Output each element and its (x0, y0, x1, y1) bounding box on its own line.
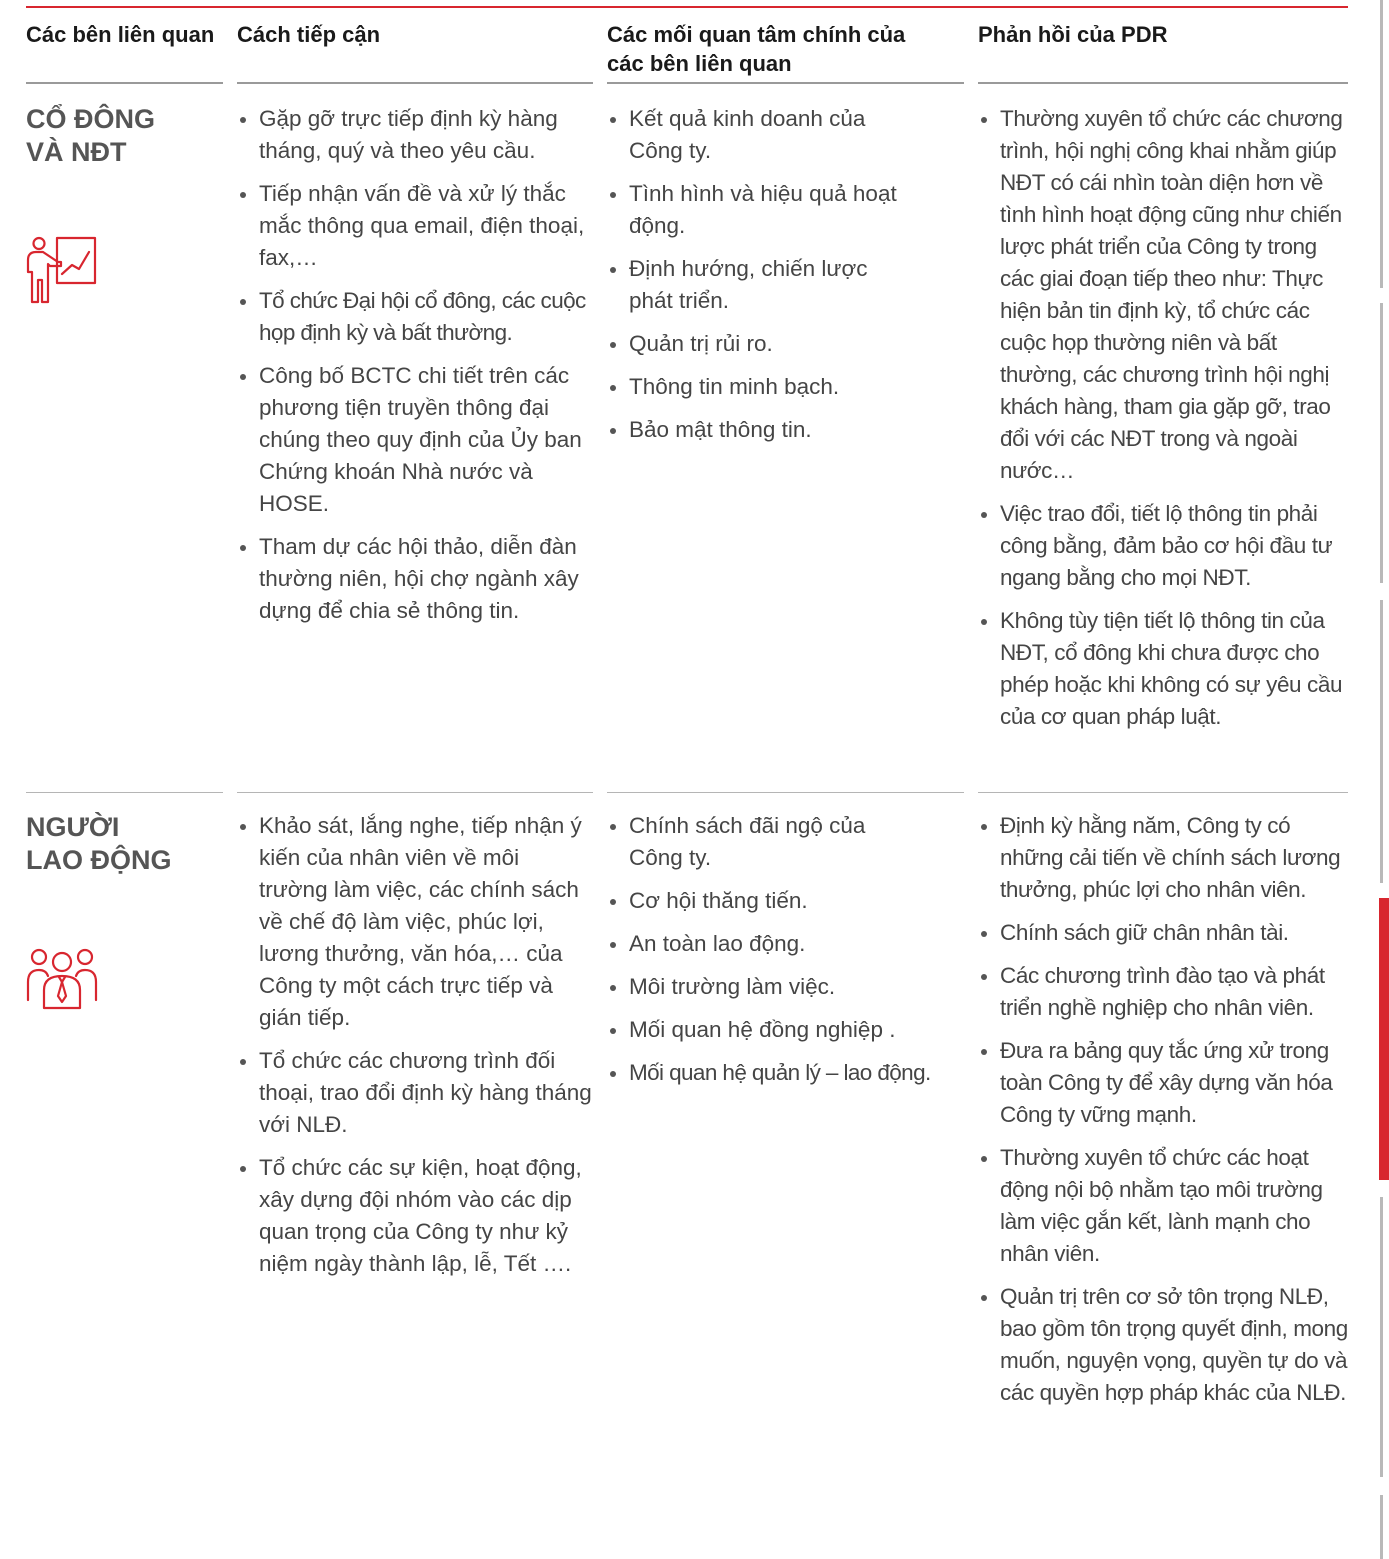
response-list-employees (978, 810, 1350, 1420)
stakeholder-title-line: NGƯỜI (26, 812, 120, 842)
stakeholder-title-line: VÀ NĐT (26, 137, 127, 167)
list-item: Các chương trình đào tạo và phát triển nghề nghiệp cho nhân viên. (978, 960, 1350, 1024)
list-item: An toàn lao động. (607, 928, 964, 960)
header-divider (26, 82, 223, 84)
section-tab-active[interactable] (1379, 898, 1389, 1180)
row-divider (237, 792, 593, 793)
section-tab[interactable] (1380, 600, 1383, 883)
list-item: Tổ chức các sự kiện, hoạt động, xây dựng đội nhóm vào các dịp quan trọng của Công ty như kỷ niệm ngày thành lập, lễ, Tết …. (237, 1152, 593, 1280)
list-item: Cơ hội thăng tiến. (607, 885, 964, 917)
row-divider (26, 792, 223, 793)
row-divider (607, 792, 964, 793)
section-tab[interactable] (1380, 303, 1383, 583)
approach-list-employees (237, 810, 593, 1291)
list-item: Tổ chức các chương trình đối thoại, trao đổi định kỳ hàng tháng với NLĐ. (237, 1045, 593, 1141)
stakeholder-title-line: LAO ĐỘNG (26, 845, 172, 875)
response-list-shareholders (978, 103, 1350, 744)
row-divider (978, 792, 1348, 793)
list-item: Không tùy tiện tiết lộ thông tin của NĐT, cổ đông khi chưa được cho phép hoặc khi không có sự yêu cầu của cơ quan pháp luật. (978, 605, 1350, 733)
list-item: Tham dự các hội thảo, diễn đàn thường niên, hội chợ ngành xây dựng để chia sẻ thông tin. (237, 531, 593, 627)
approach-list-shareholders (237, 103, 593, 638)
header-divider (237, 82, 593, 84)
header-approach: Cách tiếp cận (237, 22, 381, 47)
list-item: Định hướng, chiến lược phát triển. (607, 253, 897, 317)
header-concerns-line2: các bên liên quan (607, 51, 792, 76)
team-people-icon (26, 942, 98, 1010)
list-item: Định kỳ hằng năm, Công ty có những cải tiến về chính sách lương thưởng, phúc lợi cho nhân viên. (978, 810, 1350, 906)
section-tab[interactable] (1380, 1197, 1383, 1477)
header-divider (978, 82, 1348, 84)
list-item: Thông tin minh bạch. (607, 371, 897, 403)
section-tab[interactable] (1380, 1495, 1383, 1559)
stakeholder-title-employees (26, 811, 172, 877)
stakeholder-title-line: CỔ ĐÔNG (26, 104, 156, 134)
header-concerns-line1: Các mối quan tâm chính của (607, 22, 906, 47)
list-item: Tình hình và hiệu quả hoạt động. (607, 178, 897, 242)
concerns-list-employees (607, 810, 964, 1100)
list-item: Công bố BCTC chi tiết trên các phương tiện truyền thông đại chúng theo quy định của Ủy ban Chứng khoán Nhà nước và HOSE. (237, 360, 593, 520)
stakeholder-title-shareholders (26, 103, 155, 169)
header-stakeholders: Các bên liên quan (26, 22, 215, 47)
presenter-chart-icon (26, 236, 98, 306)
concerns-list-shareholders (607, 103, 897, 457)
header-concerns (607, 20, 905, 78)
list-item: Chính sách giữ chân nhân tài. (978, 917, 1350, 949)
section-tab[interactable] (1380, 0, 1383, 288)
list-item: Kết quả kinh doanh của Công ty. (607, 103, 897, 167)
list-item: Bảo mật thông tin. (607, 414, 897, 446)
header-response: Phản hồi của PDR (978, 22, 1168, 47)
list-item: Thường xuyên tổ chức các hoạt động nội bộ nhằm tạo môi trường làm việc gắn kết, lành mạnh cho nhân viên. (978, 1142, 1350, 1270)
list-item: Mối quan hệ quản lý – lao động. (607, 1057, 964, 1089)
list-item: Thường xuyên tổ chức các chương trình, hội nghị công khai nhằm giúp NĐT có cái nhìn toàn diện hơn về tình hình hoạt động cũng như chiến lược phát triển của Công ty trong các giai đoạn tiếp theo như: Thực hiện bản tin định kỳ, tổ chức các cuộc họp thường niên và bất thường, các chương trình hội nghị khách hàng, tham gia gặp gỡ, trao đổi với các NĐT trong và ngoài nước… (978, 103, 1350, 487)
list-item: Môi trường làm việc. (607, 971, 964, 1003)
list-item: Đưa ra bảng quy tắc ứng xử trong toàn Công ty để xây dựng văn hóa Công ty vững mạnh. (978, 1035, 1350, 1131)
list-item: Quản trị trên cơ sở tôn trọng NLĐ, bao gồm tôn trọng quyết định, mong muốn, nguyện vọng, quyền tự do và các quyền hợp pháp khác của NLĐ. (978, 1281, 1350, 1409)
list-item: Tiếp nhận vấn đề và xử lý thắc mắc thông qua email, điện thoại, fax,… (237, 178, 593, 274)
list-item: Gặp gỡ trực tiếp định kỳ hàng tháng, quý và theo yêu cầu. (237, 103, 593, 167)
list-item: Khảo sát, lắng nghe, tiếp nhận ý kiến của nhân viên về môi trường làm việc, các chính sách về chế độ làm việc, phúc lợi, lương thưởng, văn hóa,… của Công ty một cách trực tiếp và gián tiếp. (237, 810, 593, 1034)
list-item: Quản trị rủi ro. (607, 328, 897, 360)
list-item: Tổ chức Đại hội cổ đông, các cuộc họp định kỳ và bất thường. (237, 285, 593, 349)
list-item: Mối quan hệ đồng nghiệp . (607, 1014, 964, 1046)
top-accent-rule (26, 6, 1348, 8)
list-item: Chính sách đãi ngộ của Công ty. (607, 810, 964, 874)
list-item: Việc trao đổi, tiết lộ thông tin phải công bằng, đảm bảo cơ hội đầu tư ngang bằng cho mọi NĐT. (978, 498, 1350, 594)
header-divider (607, 82, 964, 84)
